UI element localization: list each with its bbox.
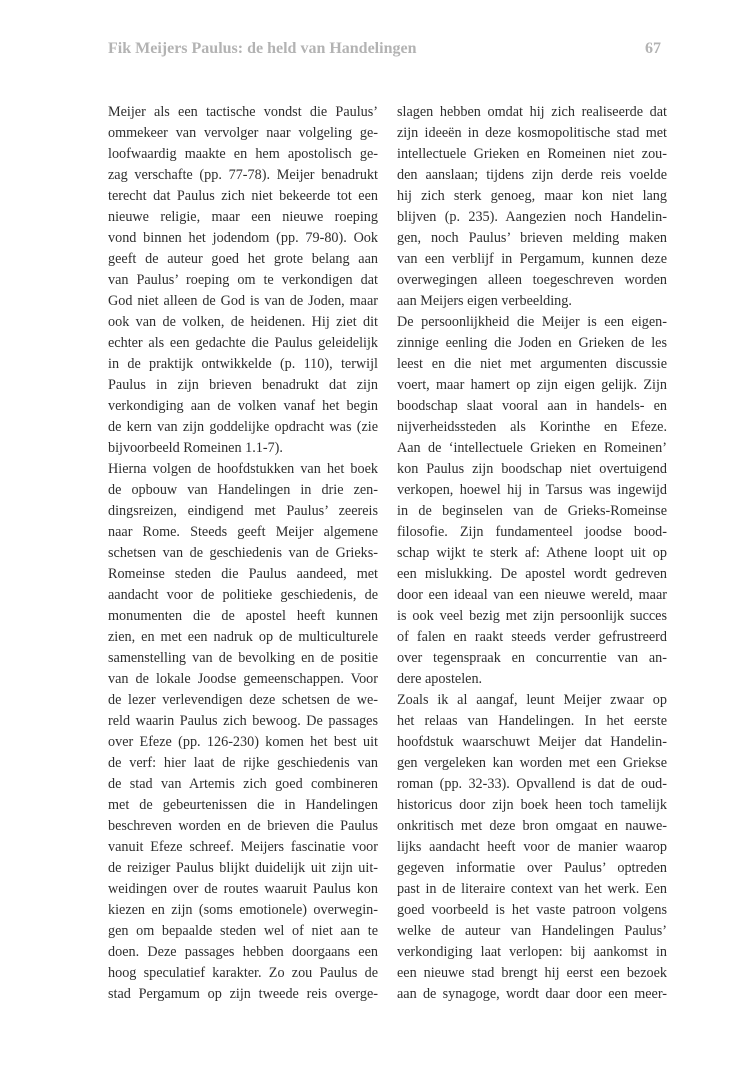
text-line: zinnige eenling die Joden en Grieken de les: [397, 335, 667, 351]
text-line: gen, noch Paulus’ brieven melding maken: [397, 230, 667, 246]
text-line: doen. Deze passages hebben doorgaans een: [108, 944, 378, 960]
text-line: over tegenspraak en concurrentie van an-: [397, 650, 667, 666]
text-line: onkritisch met deze bron omgaat en nauwe-: [397, 818, 667, 834]
text-line: de reiziger Paulus blijkt duidelijk uit zijn uit-: [108, 860, 378, 876]
text-line: echter als een gedachte die Paulus geleidelijk: [108, 335, 378, 351]
text-line: gegeven informatie over Paulus’ optreden: [397, 860, 667, 876]
text-line: beschreven worden en de brieven die Paulus: [108, 818, 378, 834]
text-line: de lezer verlevendigen deze schetsen de we-: [108, 692, 378, 708]
text-line: boodschap slaat vooral aan in handels- en: [397, 398, 667, 414]
text-line: nieuwe religie, maar een nieuwe roeping: [108, 209, 378, 225]
text-line: kon Paulus zijn boodschap niet overtuigend: [397, 461, 667, 477]
page-number: 67: [645, 40, 661, 57]
text-line: van een verblijf in Pergamum, kunnen deze: [397, 251, 667, 267]
text-line: aan de synagoge, wordt daar door een meer-: [397, 986, 667, 1002]
text-line: van Paulus’ roeping om te verkondigen dat: [108, 272, 378, 288]
text-line: nijverheidssteden als Korinthe en Efeze.: [397, 419, 667, 435]
text-line: dingsreizen, eindigend met Paulus’ zeereis: [108, 503, 378, 519]
text-line: schap wijkt te sterk af: Athene loopt uit op: [397, 545, 667, 561]
text-line: leest en die niet met argumenten discussie: [397, 356, 667, 372]
text-line: reld waarin Paulus zich bewoog. De passages: [108, 713, 378, 729]
text-line: overwegingen alleen toegeschreven worden: [397, 272, 667, 288]
text-line: voert, maar hamert op zijn eigen gelijk. Zijn: [397, 377, 667, 393]
text-line: zijn ideeën in deze kosmopolitische stad met: [397, 125, 667, 141]
text-line: welke de auteur van Handelingen Paulus’: [397, 923, 667, 939]
text-line: filosofie. Zijn fundamenteel joodse bood-: [397, 524, 667, 540]
text-line: de verf: hier laat de rijke geschiedenis van: [108, 755, 378, 771]
text-line: goed voorbeeld is het vaste patroon volgens: [397, 902, 667, 918]
text-line: past in de literaire context van het werk. Een: [397, 881, 667, 897]
text-line: schetsen van de geschiedenis van de Grieks-: [108, 545, 378, 561]
text-line: roman (pp. 32-33). Opvallend is dat de oud-: [397, 776, 667, 792]
text-line: loofwaardig maakte en hem apostolisch ge-: [108, 146, 378, 162]
text-line: verkondiging aan de volken vanaf het begin: [108, 398, 378, 414]
text-line: hij zich sterk genoeg, maar kon niet lang: [397, 188, 667, 204]
text-line: een mislukking. De apostel wordt gedreven: [397, 566, 667, 582]
text-line: Aan de ‘intellectuele Grieken en Romeinen’: [397, 440, 667, 456]
text-line: historicus door zijn boek heen toch tamelijk: [397, 797, 667, 813]
text-line: ook van de volken, de heidenen. Hij ziet dit: [108, 314, 378, 330]
text-line: bijvoorbeeld Romeinen 1.1-7).: [108, 440, 283, 456]
text-line: verkopen, hoewel hij in Tarsus was ingewijd: [397, 482, 667, 498]
text-line: het relaas van Handelingen. In het eerste: [397, 713, 667, 729]
text-line: samenstelling van de bevolking en de positie: [108, 650, 378, 666]
text-line: naar Rome. Steeds geeft Meijer algemene: [108, 524, 378, 540]
right-text-column: [397, 102, 667, 1005]
text-line: de kern van zijn goddelijke opdracht was (zie: [108, 419, 378, 435]
text-line: Meijer als een tactische vondst die Paulus’: [108, 104, 378, 120]
text-line: terecht dat Paulus zich niet bekeerde tot een: [108, 188, 378, 204]
text-line: in de praktijk ontwikkelde (p. 110), terwijl: [108, 356, 378, 372]
running-head-title: Fik Meijers Paulus: de held van Handelingen: [108, 40, 417, 57]
text-line: in de beginselen van de Grieks-Romeinse: [397, 503, 667, 519]
text-line: over Efeze (pp. 126-230) komen het best uit: [108, 734, 378, 750]
text-line: aandacht voor de politieke geschiedenis, de: [108, 587, 378, 603]
text-line: slagen hebben omdat hij zich realiseerde dat: [397, 104, 667, 120]
text-line: De persoonlijkheid die Meijer is een eigen-: [397, 314, 667, 330]
text-line: kiezen en zijn (soms emotionele) overwegin-: [108, 902, 378, 918]
text-line: vanuit Efeze schreef. Meijers fascinatie voor: [108, 839, 378, 855]
text-line: de stad van Artemis zich goed combineren: [108, 776, 378, 792]
text-line: aan Meijers eigen verbeelding.: [397, 293, 572, 309]
text-line: zag verschafte (pp. 77-78). Meijer benadrukt: [108, 167, 378, 183]
text-line: intellectuele Grieken en Romeinen niet zou-: [397, 146, 667, 162]
text-line: geeft de auteur goed het grote belang aan: [108, 251, 378, 267]
text-line: Paulus in zijn brieven benadrukt dat zijn: [108, 377, 378, 393]
text-line: hoofdstuk waarschuwt Meijer dat Handelin-: [397, 734, 667, 750]
text-line: monumenten die de apostel heeft kunnen: [108, 608, 378, 624]
text-line: den aanslaan; tijdens zijn derde reis voelde: [397, 167, 667, 183]
text-line: is ook veel bezig met zijn persoonlijk succes: [397, 608, 667, 624]
text-line: hoog speculatief karakter. Zo zou Paulus de: [108, 965, 378, 981]
text-line: vond binnen het jodendom (pp. 79-80). Ook: [108, 230, 378, 246]
text-line: weidingen over de routes waaruit Paulus kon: [108, 881, 378, 897]
text-line: blijven (p. 235). Aangezien noch Handelin-: [397, 209, 667, 225]
text-line: God niet alleen de God is van de Joden, maar: [108, 293, 378, 309]
text-line: of falen en raakt steeds verder gefrustreerd: [397, 629, 667, 645]
text-line: Romeinse steden die Paulus aandeed, met: [108, 566, 378, 582]
text-line: met de gebeurtenissen die in Handelingen: [108, 797, 378, 813]
text-line: lijks aandacht heeft voor de manier waarop: [397, 839, 667, 855]
text-line: ommekeer van vervolger naar volgeling ge-: [108, 125, 378, 141]
text-line: van de lokale Joodse gemeenschappen. Voor: [108, 671, 378, 687]
text-line: zien, en met een nadruk op de multiculturele: [108, 629, 378, 645]
left-text-column: [108, 102, 378, 1005]
text-line: stad Pergamum op zijn tweede reis overge-: [108, 986, 378, 1002]
text-line: gen om bepaalde steden wel of niet aan te: [108, 923, 378, 939]
text-line: de opbouw van Handelingen in drie zen-: [108, 482, 378, 498]
text-line: gen vergeleken kan worden met een Griekse: [397, 755, 667, 771]
text-line: dere apostelen.: [397, 671, 483, 687]
text-line: een nieuwe stad brengt hij eerst een bezoek: [397, 965, 667, 981]
text-line: Zoals ik al aangaf, leunt Meijer zwaar op: [397, 692, 667, 708]
text-line: Hierna volgen de hoofdstukken van het boek: [108, 461, 378, 477]
text-line: door een ideaal van een nieuwe wereld, maar: [397, 587, 667, 603]
text-line: verkondiging laat verlopen: bij aankomst in: [397, 944, 667, 960]
